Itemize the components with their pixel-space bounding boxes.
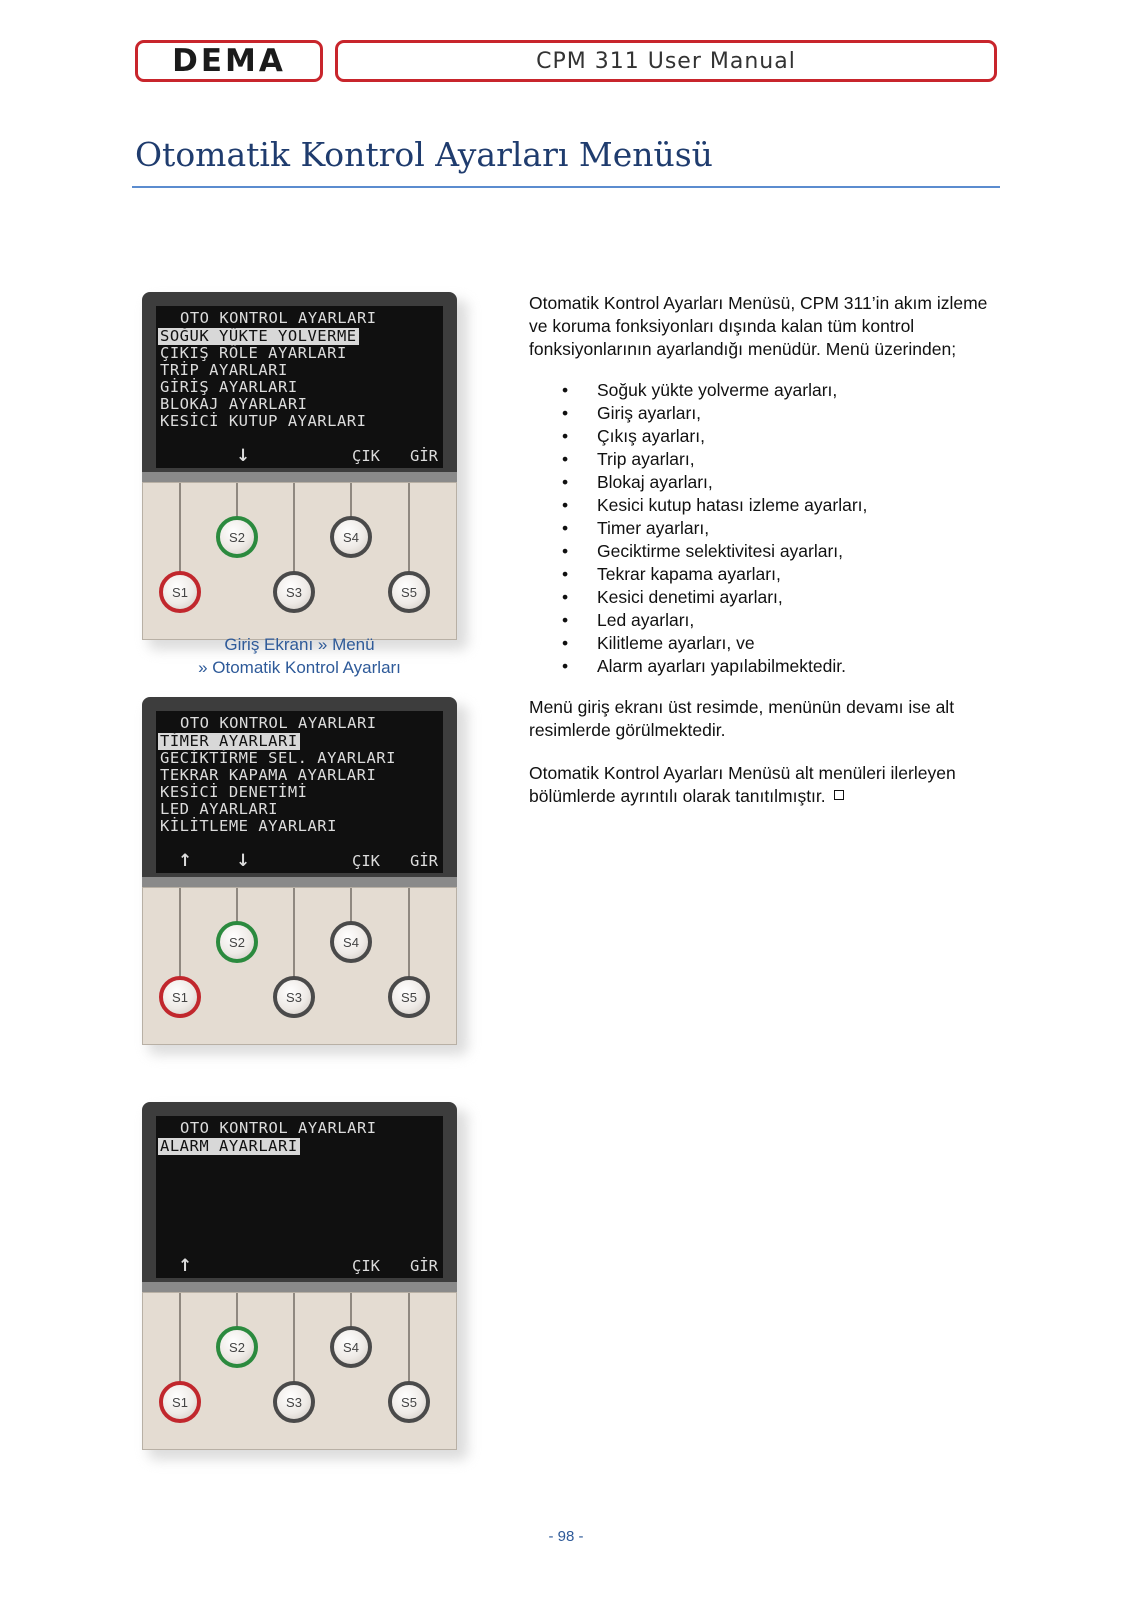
button-s3[interactable]: S3	[273, 571, 315, 613]
softkey-row	[156, 1256, 443, 1276]
button-s2[interactable]: S2	[216, 516, 258, 558]
button-s5[interactable]: S5	[388, 976, 430, 1018]
screen-title: OTO KONTROL AYARLARI	[180, 309, 377, 327]
down-arrow-icon: ↓	[236, 446, 251, 466]
up-arrow-icon: ↑	[178, 851, 193, 871]
button-s4[interactable]: S4	[330, 516, 372, 558]
screen-line-selected: SOĞUK YÜKTE YOLVERME	[160, 327, 357, 345]
device-panel-3	[142, 1102, 457, 1450]
list-item: • Led ayarları,	[562, 610, 695, 630]
bullet-icon: •	[562, 426, 569, 446]
button-s2[interactable]: S2	[216, 921, 258, 963]
bullet-icon: •	[562, 495, 569, 515]
bullet-icon: •	[562, 403, 569, 423]
bullet-icon: •	[562, 541, 569, 561]
screen-line: LED AYARLARI	[160, 800, 278, 818]
page-title: Otomatik Kontrol Ayarları Menüsü	[135, 135, 713, 174]
list-item: • Blokaj ayarları,	[562, 472, 713, 492]
screen-line: TRİP AYARLARI	[160, 361, 288, 379]
list-item: • Trip ayarları,	[562, 449, 695, 469]
logo-text: DEMA	[172, 43, 286, 79]
keypad	[142, 887, 457, 1045]
button-s3[interactable]: S3	[273, 976, 315, 1018]
paragraph-3: Otomatik Kontrol Ayarları Menüsü alt menüleri ilerleyen bölümlerde ayrıntılı olarak tanıtılmıştır.	[529, 763, 956, 806]
bullet-icon: •	[562, 380, 569, 400]
list-item: • Tekrar kapama ayarları,	[562, 564, 781, 584]
device-bezel	[142, 292, 457, 482]
screen-line-selected: TİMER AYARLARI	[160, 732, 298, 750]
list-item: • Giriş ayarları,	[562, 403, 702, 423]
lcd-screen	[156, 306, 443, 468]
button-s1[interactable]: S1	[159, 1381, 201, 1423]
screen-line: TEKRAR KAPAMA AYARLARI	[160, 766, 377, 784]
device-bezel	[142, 1102, 457, 1292]
screen-title: OTO KONTROL AYARLARI	[180, 1119, 377, 1137]
screen-line: ÇIKIŞ RÖLE AYARLARI	[160, 344, 347, 362]
bullet-icon: •	[562, 633, 569, 653]
list-item: • Kesici denetimi ayarları,	[562, 587, 783, 607]
screen-line: GİRİŞ AYARLARI	[160, 378, 298, 396]
screen-title: OTO KONTROL AYARLARI	[180, 714, 377, 732]
bullet-icon: •	[562, 610, 569, 630]
bullet-icon: •	[562, 518, 569, 538]
device-panel-2	[142, 697, 457, 1045]
softkey-exit: ÇIK	[352, 1257, 380, 1275]
softkey-row	[156, 851, 443, 871]
caption-line-1: Giriş Ekranı » Menü	[224, 635, 375, 654]
button-s2[interactable]: S2	[216, 1326, 258, 1368]
softkey-exit: ÇIK	[352, 447, 380, 465]
manual-title-box	[335, 40, 997, 82]
body-text	[529, 292, 1004, 808]
intro-paragraph: Otomatik Kontrol Ayarları Menüsü, CPM 311’in akım izleme ve koruma fonksiyonları dışında kalan tüm kontrol fonksiyonlarının ayarlandığı menüdür. Menü üzerinden;	[529, 293, 988, 359]
end-mark-icon	[834, 790, 844, 800]
caption-line-2: » Otomatik Kontrol Ayarları	[198, 658, 401, 677]
paragraph-2: Menü giriş ekranı üst resimde, menünün devamı ise alt resimlerde görülmektedir.	[529, 697, 955, 740]
device-panel-1	[142, 292, 457, 640]
button-s5[interactable]: S5	[388, 1381, 430, 1423]
screen-line: KİLİTLEME AYARLARI	[160, 817, 337, 835]
list-item: • Kilitleme ayarları, ve	[562, 633, 755, 653]
figure-caption	[142, 633, 457, 679]
list-item: • Geciktirme selektivitesi ayarları,	[562, 541, 844, 561]
lcd-screen	[156, 711, 443, 873]
softkey-enter: GİR	[410, 447, 438, 465]
screen-line-selected: ALARM AYARLARI	[160, 1137, 298, 1155]
list-item: • Soğuk yükte yolverme ayarları,	[562, 380, 838, 400]
screen-line: KESİCİ KUTUP AYARLARI	[160, 412, 367, 430]
softkey-enter: GİR	[410, 1257, 438, 1275]
dema-logo	[135, 40, 323, 82]
button-s1[interactable]: S1	[159, 976, 201, 1018]
down-arrow-icon: ↓	[236, 851, 251, 871]
page-number: - 98 -	[548, 1528, 584, 1545]
keypad	[142, 482, 457, 640]
screen-line: GECİKTİRME SEL. AYARLARI	[160, 749, 396, 767]
bullet-icon: •	[562, 472, 569, 492]
softkey-exit: ÇIK	[352, 852, 380, 870]
lcd-screen	[156, 1116, 443, 1278]
screen-line: KESİCİ DENETİMİ	[160, 783, 308, 801]
softkey-row	[156, 446, 443, 466]
bullet-icon: •	[562, 564, 569, 584]
button-s5[interactable]: S5	[388, 571, 430, 613]
bullet-icon: •	[562, 656, 569, 676]
softkey-enter: GİR	[410, 852, 438, 870]
button-s3[interactable]: S3	[273, 1381, 315, 1423]
button-s1[interactable]: S1	[159, 571, 201, 613]
settings-list	[529, 379, 1004, 678]
title-divider	[132, 186, 1000, 188]
button-s4[interactable]: S4	[330, 921, 372, 963]
list-item: • Alarm ayarları yapılabilmektedir.	[562, 656, 846, 676]
screen-line: BLOKAJ AYARLARI	[160, 395, 308, 413]
bullet-icon: •	[562, 587, 569, 607]
manual-title: CPM 311 User Manual	[536, 48, 796, 74]
keypad	[142, 1292, 457, 1450]
device-bezel	[142, 697, 457, 887]
bullet-icon: •	[562, 449, 569, 469]
up-arrow-icon: ↑	[178, 1256, 193, 1276]
list-item: • Kesici kutup hatası izleme ayarları,	[562, 495, 868, 515]
list-item: • Timer ayarları,	[562, 518, 710, 538]
button-s4[interactable]: S4	[330, 1326, 372, 1368]
list-item: • Çıkış ayarları,	[562, 426, 705, 446]
